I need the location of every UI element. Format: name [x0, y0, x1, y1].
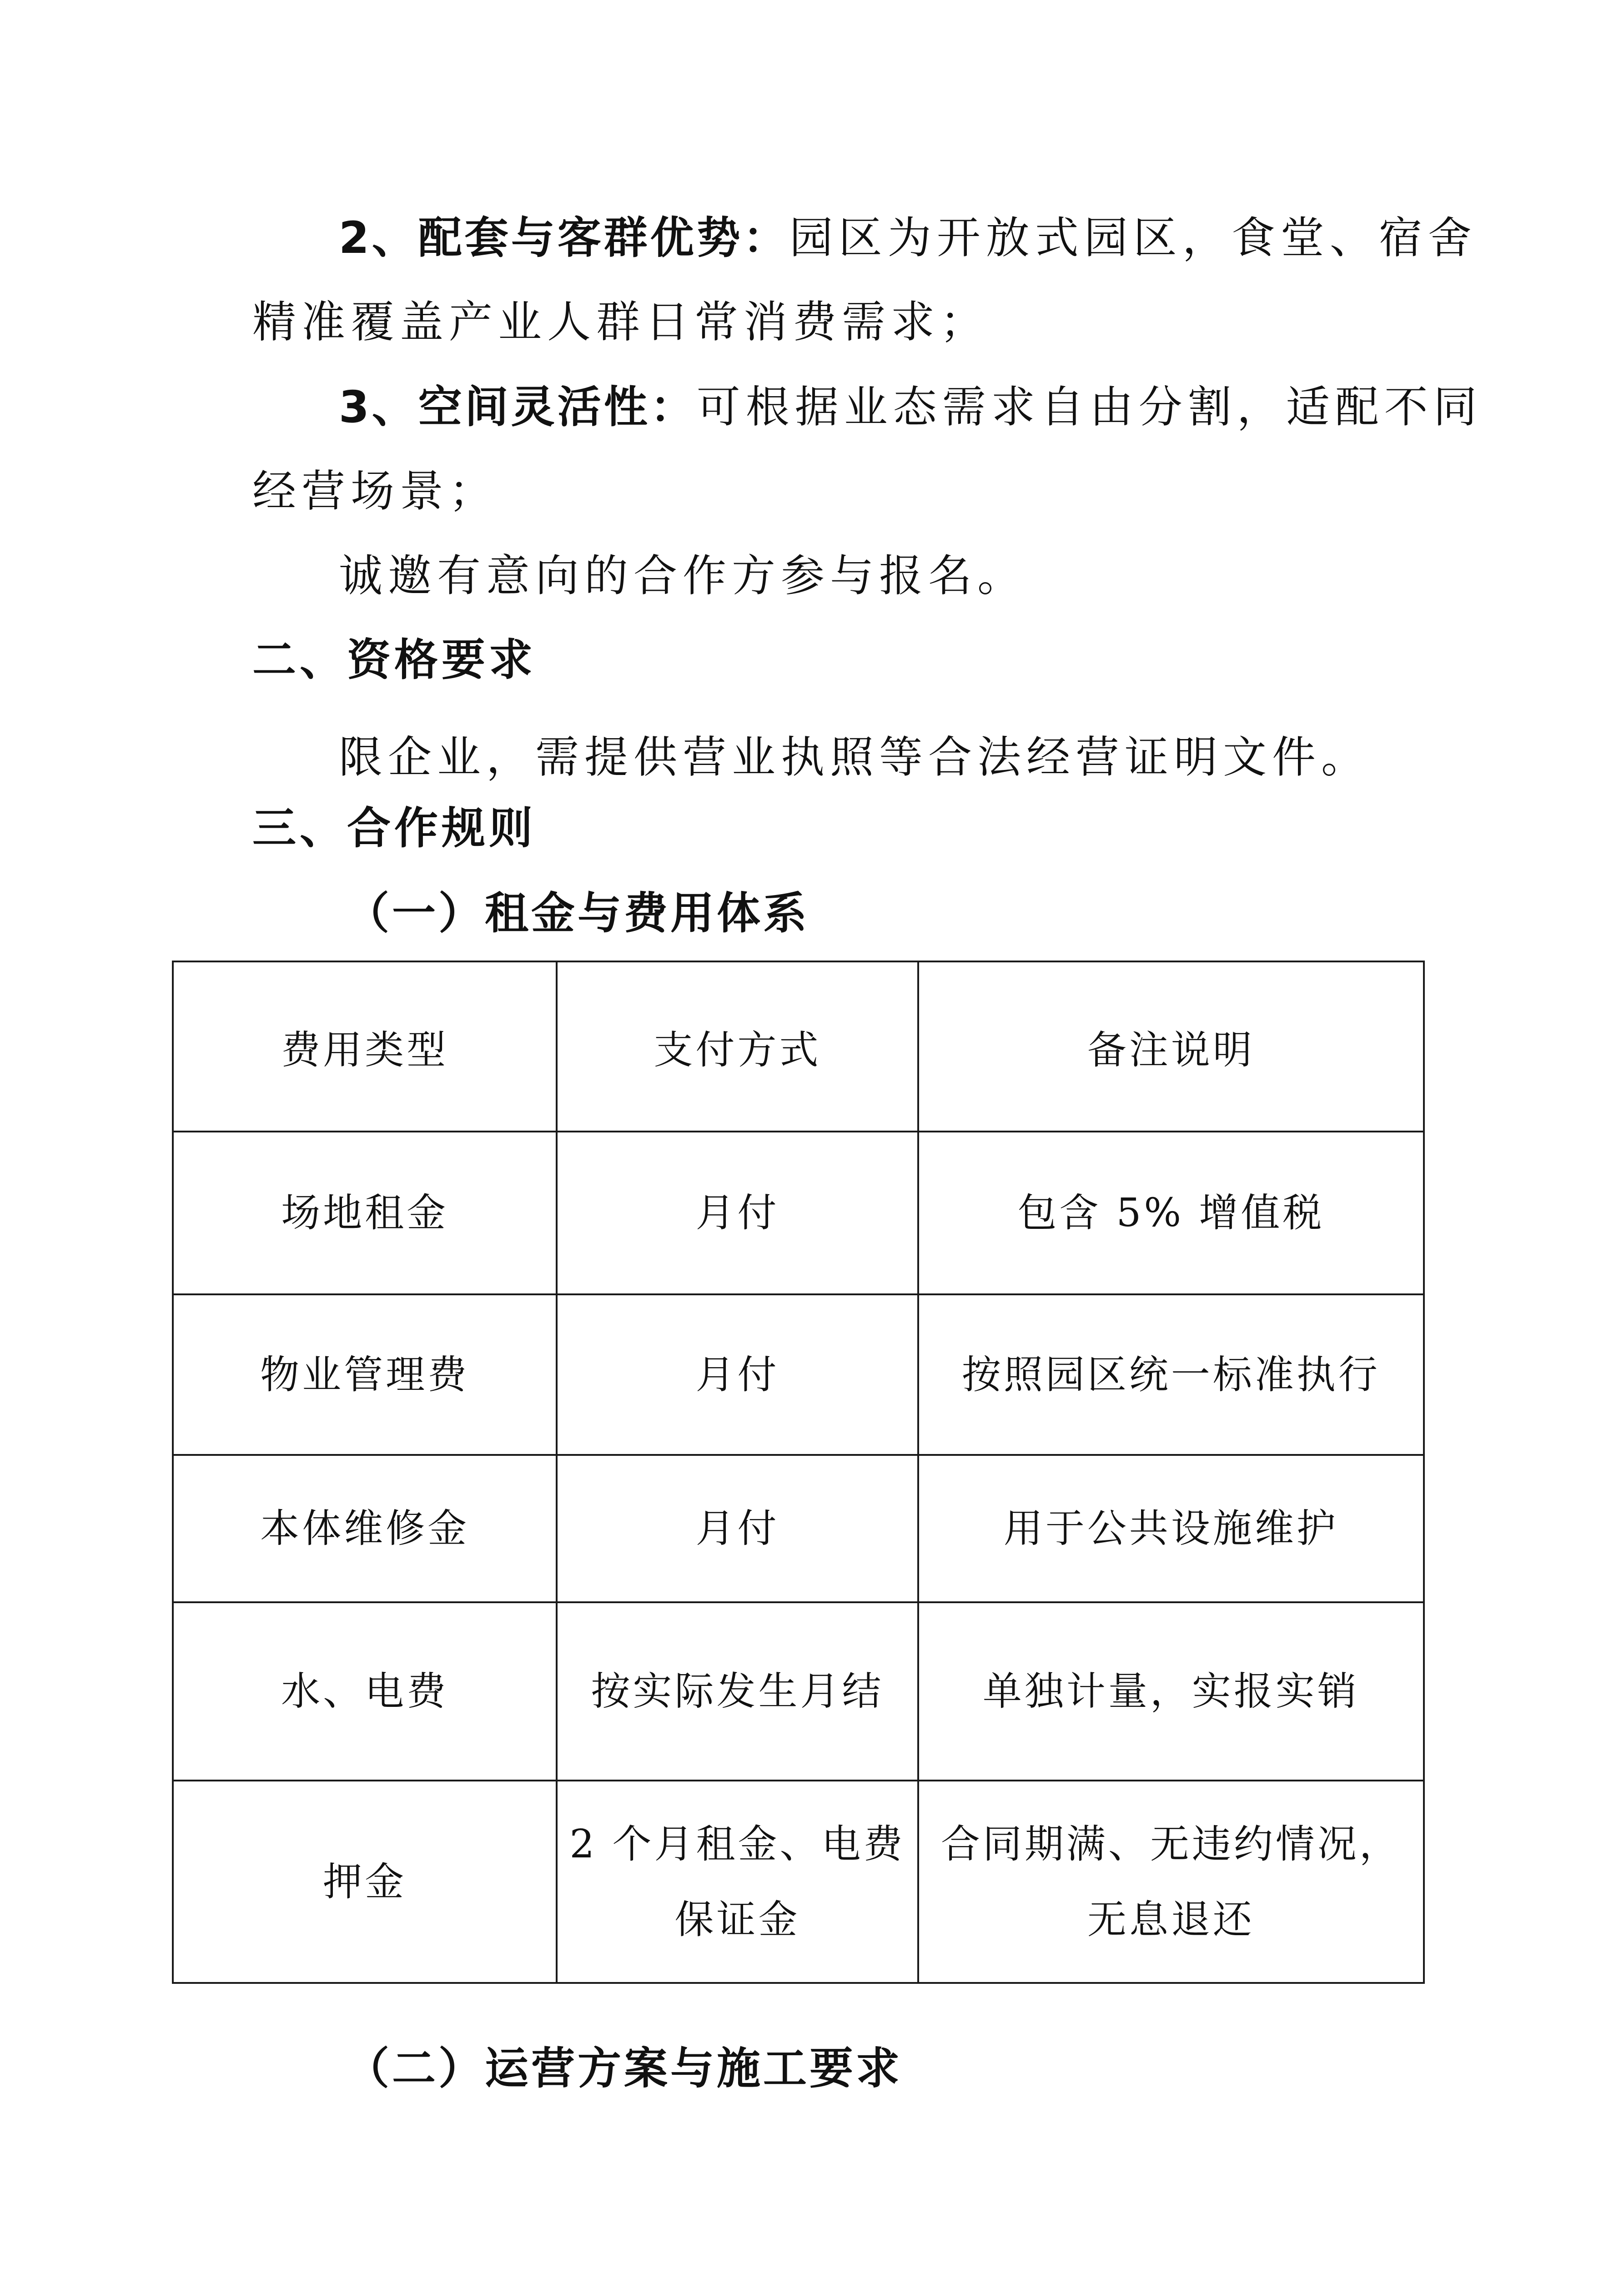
table-header-cell: 费用类型	[173, 961, 557, 1132]
table-cell: 按照园区统一标准执行	[918, 1294, 1424, 1455]
paragraph-lead: 2、配套与客群优势：	[339, 212, 789, 263]
paragraph-supporting-advantage	[339, 212, 1477, 263]
table-row	[173, 1455, 1424, 1602]
table-row	[173, 1602, 1424, 1781]
table-cell: 按实际发生月结	[557, 1602, 918, 1781]
paragraph-space-flexibility	[339, 382, 1483, 433]
table-cell: 本体维修金	[173, 1455, 557, 1602]
table-cell: 押金	[173, 1781, 557, 1983]
paragraph-lead: 3、空间灵活性：	[339, 382, 697, 433]
paragraph-text: 可根据业态需求自由分割，适配不同	[696, 382, 1483, 433]
cell-line: 无息退还	[1087, 1897, 1255, 1942]
cell-line: 保证金	[674, 1897, 800, 1942]
cell-line: 合同期满、无违约情况，	[940, 1821, 1401, 1867]
subheading-operation-construction: （二）运营方案与施工要求	[346, 2043, 902, 2094]
cell-line: 2 个月租金、电费	[569, 1821, 905, 1867]
table-cell: 月付	[557, 1132, 918, 1294]
table-row	[173, 1294, 1424, 1455]
table-cell: 月付	[557, 1455, 918, 1602]
section-heading-cooperation-rules: 三、合作规则	[252, 803, 536, 854]
table-cell: 用于公共设施维护	[918, 1455, 1424, 1602]
fee-table	[172, 961, 1425, 1984]
table-cell: 场地租金	[173, 1132, 557, 1294]
paragraph-line: 经营场景；	[252, 466, 498, 517]
paragraph-invitation: 诚邀有意向的合作方参与报名。	[339, 550, 1026, 601]
table-cell: 包含 5% 增值税	[918, 1132, 1424, 1294]
subheading-rent-fees: （一）租金与费用体系	[346, 887, 809, 939]
table-cell: 月付	[557, 1294, 918, 1455]
table-header-cell: 备注说明	[918, 961, 1424, 1132]
table-row	[173, 1781, 1424, 1983]
section-heading-qualification: 二、资格要求	[252, 634, 536, 685]
paragraph-line: 精准覆盖产业人群日常消费需求；	[252, 297, 989, 347]
table-header-row	[173, 961, 1424, 1132]
table-row	[173, 1132, 1424, 1294]
table-cell: 水、电费	[173, 1602, 557, 1781]
table-cell	[918, 1781, 1424, 1983]
table-cell	[557, 1781, 918, 1983]
table-cell: 物业管理费	[173, 1294, 557, 1455]
paragraph-text: 园区为开放式园区，食堂、宿舍	[789, 212, 1477, 263]
paragraph-qualification: 限企业，需提供营业执照等合法经营证明文件。	[339, 732, 1370, 783]
table-header-cell: 支付方式	[557, 961, 918, 1132]
table-cell: 单独计量，实报实销	[918, 1602, 1424, 1781]
